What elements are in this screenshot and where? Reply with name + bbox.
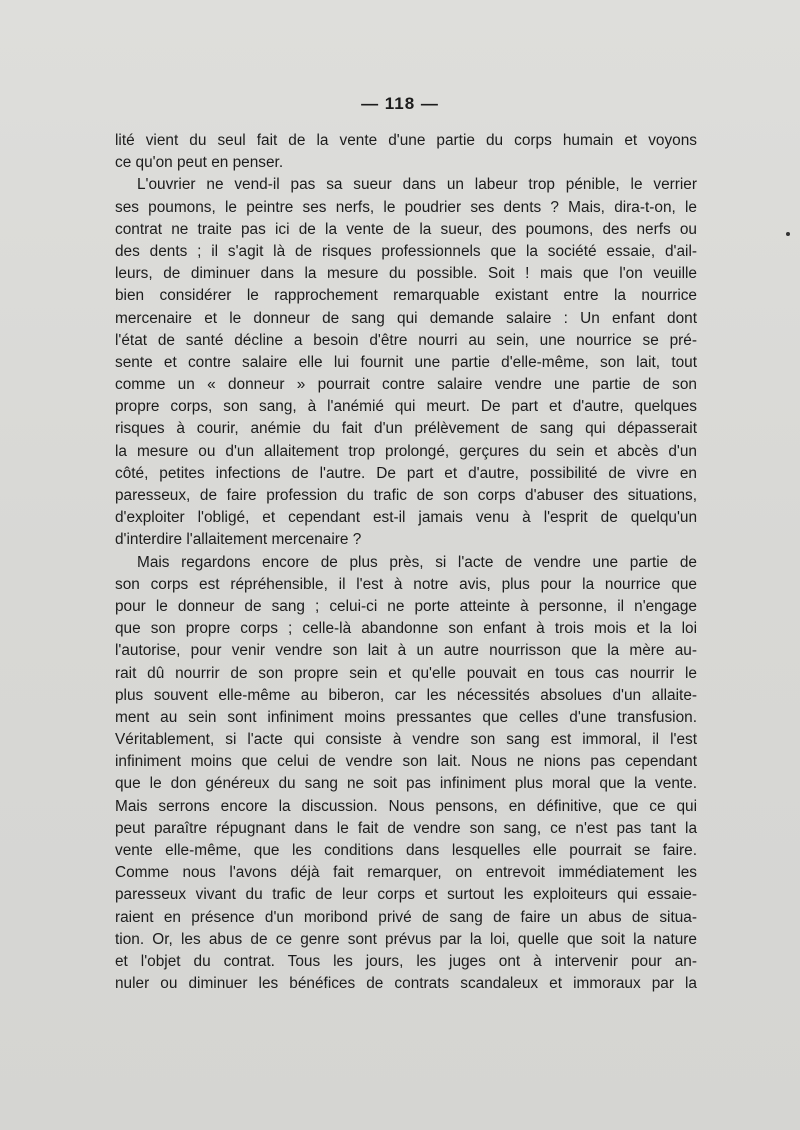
text-line: d'exploiter l'obligé, et cependant est-il jamais venu à l'esprit de quelqu'un <box>115 509 697 527</box>
text-line: leurs, de diminuer dans la mesure du possible. Soit ! mais que l'on veuille <box>115 265 697 283</box>
text-line: que son propre corps ; celle-là abandonne son enfant à trois mois et la loi <box>115 620 697 638</box>
text-line: lité vient du seul fait de la vente d'une partie du corps humain et voyons <box>115 132 697 149</box>
body-text <box>115 130 697 995</box>
text-line: ses poumons, le peintre ses nerfs, le poudrier ses dents ? Mais, dira-t-on, le <box>115 198 697 216</box>
text-line: L'ouvrier ne vend-il pas sa sueur dans un labeur trop pénible, le verrier <box>137 176 697 194</box>
text-line: Comme nous l'avons déjà fait remarquer, on entrevoit immédiatement les <box>115 864 697 882</box>
text-line: ce qu'on peut en penser. <box>115 154 284 172</box>
text-line: tion. Or, les abus de ce genre sont prévus par la loi, quelle que soit la nature <box>115 930 697 948</box>
text-line: l'autorise, pour venir vendre son lait à un autre nourrisson que la mère au- <box>115 642 697 660</box>
text-line: paresseux, de faire profession du trafic de son corps d'abuser des situations, <box>115 487 697 504</box>
text-line: paresseux vivant du trafic de leur corps et surtout les exploiteurs qui essaie- <box>115 886 697 904</box>
text-line: Mais serrons encore la discussion. Nous pensons, en définitive, que ce qui <box>115 797 697 815</box>
text-line: infiniment moins que celui de vendre son lait. Nous ne nions pas cependant <box>115 753 697 771</box>
text-line: son corps est répréhensible, il l'est à notre avis, plus pour la nourrice que <box>115 575 697 593</box>
text-line: l'état de santé décline a besoin d'être nourri au sein, une nourrice se pré- <box>115 331 697 349</box>
text-line: contrat ne traite pas ici de la vente de la sueur, des poumons, des nerfs ou <box>115 220 697 238</box>
text-line: rait dû nourrir de son propre sein et qu'elle pouvait en tous cas nourrir le <box>115 664 697 682</box>
text-line: peut paraître répugnant dans le fait de vendre son sang, ce n'est pas tant la <box>115 819 697 837</box>
text-line: pour le donneur de sang ; celui-ci ne porte atteinte à personne, il n'engage <box>115 597 697 615</box>
page-number: — 118 — <box>361 94 439 113</box>
text-line: nuler ou diminuer les bénéfices de contrats scandaleux et immoraux par la <box>115 975 697 993</box>
text-line: la mesure ou d'un allaitement trop prolongé, gerçures du sein et abcès d'un <box>115 442 697 460</box>
text-line: Mais regardons encore de plus près, si l'acte de vendre une partie de <box>137 553 697 571</box>
text-line: comme un « donneur » pourrait contre salaire vendre une partie de son <box>115 376 697 394</box>
text-line: des dents ; il s'agit là de risques professionnels que la société essaie, d'ail- <box>115 242 697 260</box>
text-line: propre corps, son sang, à l'anémié qui meurt. De part et d'autre, quelques <box>115 398 697 416</box>
text-line: côté, petites infections de l'autre. De part et d'autre, possibilité de vivre en <box>115 464 697 482</box>
text-line: bien considérer le rapprochement remarquable existant entre la nourrice <box>115 287 697 305</box>
text-line: d'interdire l'allaitement mercenaire ? <box>115 531 362 549</box>
scan-speck <box>786 232 790 236</box>
text-line: mercenaire et le donneur de sang qui demande salaire : Un enfant dont <box>115 309 697 327</box>
text-line: Véritablement, si l'acte qui consiste à vendre son sang est immoral, il l'est <box>115 731 697 749</box>
text-line: et l'objet du contrat. Tous les jours, les juges ont à intervenir pour an- <box>115 952 697 970</box>
text-line: risques à courir, anémie du fait d'un prélèvement de sang qui dépasserait <box>115 420 697 438</box>
text-line: que le don généreux du sang ne soit pas infiniment plus moral que la vente. <box>115 775 697 793</box>
text-line: raient en présence d'un moribond privé de sang de faire un abus de situa- <box>115 908 697 926</box>
text-line: ment au sein sont infiniment moins pressantes que celles d'une transfusion. <box>115 708 697 726</box>
text-line: vente elle-même, que les conditions dans lesquelles elle pourrait se faire. <box>115 842 697 859</box>
text-line: sente et contre salaire elle lui fournit une partie d'elle-même, son lait, tout <box>115 353 697 371</box>
text-line: plus souvent elle-même au biberon, car les nécessités absolues d'un allaite- <box>115 686 697 704</box>
